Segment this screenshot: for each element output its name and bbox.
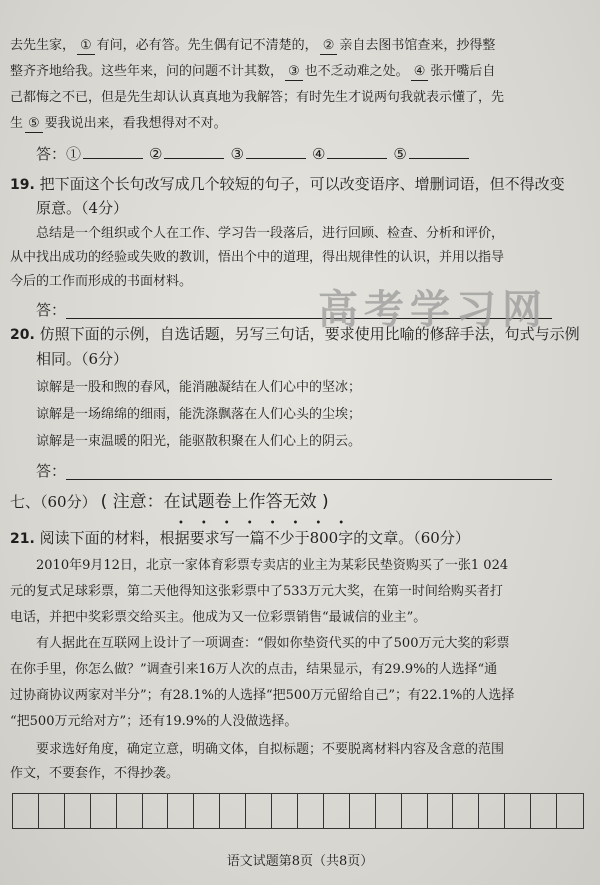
emphasis-dots: •••••••• [178,518,362,529]
answer-mark: ① [66,145,82,163]
grid-cell[interactable] [402,794,428,828]
q19-text-2: 从中找出成功的经验或失败的教训，悟出个中的道理，得出规律性的认识，并用以指导 [10,250,505,265]
grid-cell[interactable] [376,794,402,828]
question-text: 把下面这个长句改写成几个较短的句子，可以改变语序、增删词语，但不得改变 [39,175,565,193]
grid-cell[interactable] [324,794,350,828]
q21-para3-line2: 作文，不要套作，不得抄袭。 [10,766,180,781]
grid-cell[interactable] [298,794,324,828]
blank-4: ④ [411,64,429,81]
section7-heading [10,494,329,510]
watermark: 高考学习网 [318,287,548,333]
writing-grid[interactable] [12,793,584,829]
q20-stem-2: 相同。（6分） [36,350,129,368]
answer-blank[interactable] [327,158,387,159]
grid-cell[interactable] [13,794,39,828]
text: 整齐齐地给我。这些年来，问的问题不计其数， [10,64,284,79]
answer-label: 答： [36,145,67,163]
section-title: 七、（60分） [10,493,97,511]
question-number: 19. [10,177,35,193]
q19-stem-2: 原意。（4分） [36,199,129,217]
question-text: 阅读下面的材料，根据要求写一篇不少于800字的文章。（60分） [39,529,470,547]
grid-cell[interactable] [91,794,117,828]
q20-example-1: 谅解是一股和煦的春风，能消融凝结在人们心中的坚冰； [36,380,362,395]
grid-cell[interactable] [143,794,169,828]
grid-cell[interactable] [117,794,143,828]
page-footer: 语文试题第8页（共8页） [226,854,374,869]
q20-answer-label: 答： [36,462,67,480]
grid-cell[interactable] [39,794,65,828]
notice-banner: ( 注意：在试题卷上作答无效 ) [100,492,329,512]
text: 有问，必有答。先生偶有记不清楚的， [96,38,318,53]
grid-cell[interactable] [350,794,376,828]
grid-cell[interactable] [194,794,220,828]
grid-cell[interactable] [246,794,272,828]
passage-line-3: 己都悔之不已，但是先生却认认真真地为我解答；有时先生才说两句我就表示懂了，先 [10,90,505,105]
text: 生 [10,116,24,131]
q20-example-3: 谅解是一束温暖的阳光，能驱散积聚在人们心上的阴云。 [36,434,362,449]
question-number: 21. [10,531,35,547]
answer-mark: ⑤ [393,145,407,163]
q21-para1-line1: 2010年9月12日，北京一家体育彩票专卖店的业主为某彩民垫资购买了一张1 024 [36,558,509,573]
q20-stem-1 [10,326,580,343]
q21-para2-line3: 过协商协议两家对半分”；有28.1%的人选择“把500万元留给自己”；有22.1%的人选择 [10,688,515,703]
q21-para2-line1: 有人据此在互联网上设计了一项调查：“假如你垫资代买的中了500万元大奖的彩票 [36,636,510,651]
passage-line-1 [10,38,495,55]
answer-blank[interactable] [164,158,224,159]
q21-para1-line2: 元的复式足球彩票，第二天他得知这张彩票中了533万元大奖，在第一时间给购买者打 [10,584,503,599]
blank-1: ① [77,38,95,55]
q21-stem [10,530,470,547]
passage-line-2 [10,64,495,81]
blank-5: ⑤ [25,116,43,133]
q21-para2-line4: “把500万元给对方”；还有19.9%的人没做选择。 [10,714,298,729]
answer-blank[interactable] [83,158,143,159]
q19-text-3: 今后的工作而形成的书面材料。 [10,274,193,289]
answer-mark: ③ [230,145,244,163]
grid-cell[interactable] [168,794,194,828]
answer-blank[interactable] [409,158,469,159]
q21-para2-line2: 在你手里，你怎么做？”调查引来16万人次的点击，结果显示，有29.9%的人选择“通 [10,662,498,677]
blank-2: ② [320,38,338,55]
grid-cell[interactable] [453,794,479,828]
q19-text-1: 总结是一个组织或个人在工作、学习告一段落后，进行回顾、检查、分析和评价， [36,226,505,241]
text: 去先生家， [10,38,76,53]
answer-mark: ④ [311,145,326,163]
text: 张开嘴后自 [430,64,496,79]
grid-cell[interactable] [428,794,454,828]
text: 要我说出来，看我想得对不对。 [44,116,227,131]
grid-cell[interactable] [65,794,91,828]
grid-cell[interactable] [505,794,531,828]
grid-cell[interactable] [272,794,298,828]
q21-para1-line3: 电话，并把中奖彩票交给买主。他成为又一位彩票销售“最诚信的业主”。 [10,610,427,625]
grid-cell[interactable] [220,794,246,828]
text: 也不乏动难之处。 [304,64,409,79]
passage-line-4 [10,116,227,133]
answer-row-18 [36,146,475,162]
answer-mark: ② [149,145,163,163]
answer-blank[interactable] [246,158,306,159]
q19-stem-1 [10,176,565,193]
text: 亲自去图书馆查来，抄得整 [339,38,496,53]
question-text: 仿照下面的示例，自选话题，另写三句话，要求使用比喻的修辞手法，句式与示例 [39,325,580,343]
blank-3: ③ [285,64,303,81]
grid-cell[interactable] [557,794,583,828]
q20-example-2: 谅解是一场绵绵的细雨，能洗涤飘落在人们心头的尘埃； [36,407,362,422]
q19-answer-label: 答： [36,301,67,319]
q21-para3-line1: 要求选好角度，确定立意，明确文体，自拟标题；不要脱离材料内容及含意的范围 [36,742,505,757]
question-number: 20. [10,327,35,343]
grid-cell[interactable] [531,794,557,828]
grid-cell[interactable] [479,794,505,828]
q20-answer-line[interactable] [66,479,552,480]
